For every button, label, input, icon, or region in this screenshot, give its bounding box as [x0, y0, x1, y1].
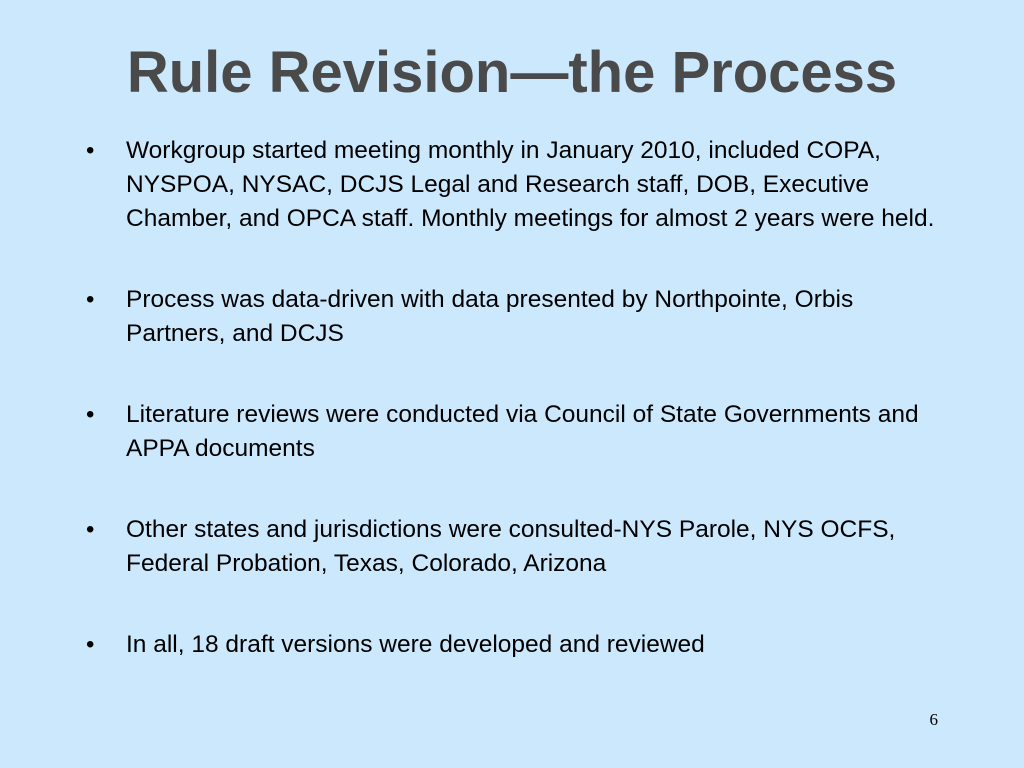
bullet-list	[86, 134, 936, 709]
bullet-text: Workgroup started meeting monthly in January 2010, included COPA, NYSPOA, NYSAC, DCJS Legal and Research staff, DOB, Executive Chamber, and OPCA staff. Monthly meetings for almost 2 years were held.	[126, 137, 935, 232]
bullet-icon: •	[86, 286, 95, 313]
bullet-icon: •	[86, 137, 95, 164]
bullet-item	[86, 398, 936, 466]
bullet-text: Literature reviews were conducted via Council of State Governments and APPA documents	[126, 401, 919, 462]
bullet-text: Other states and jurisdictions were consulted-NYS Parole, NYS OCFS, Federal Probation, Texas, Colorado, Arizona	[126, 516, 896, 577]
bullet-text: In all, 18 draft versions were developed and reviewed	[126, 631, 705, 658]
bullet-icon: •	[86, 401, 95, 428]
bullet-text: Process was data-driven with data presented by Northpointe, Orbis Partners, and DCJS	[126, 286, 854, 347]
bullet-item	[86, 134, 936, 236]
bullet-item	[86, 628, 936, 662]
bullet-icon: •	[86, 516, 95, 543]
slide-title: Rule Revision—the Process	[126, 40, 898, 105]
bullet-item	[86, 513, 936, 581]
page-number: 6	[929, 710, 938, 729]
bullet-icon: •	[86, 631, 95, 658]
bullet-item	[86, 283, 936, 351]
